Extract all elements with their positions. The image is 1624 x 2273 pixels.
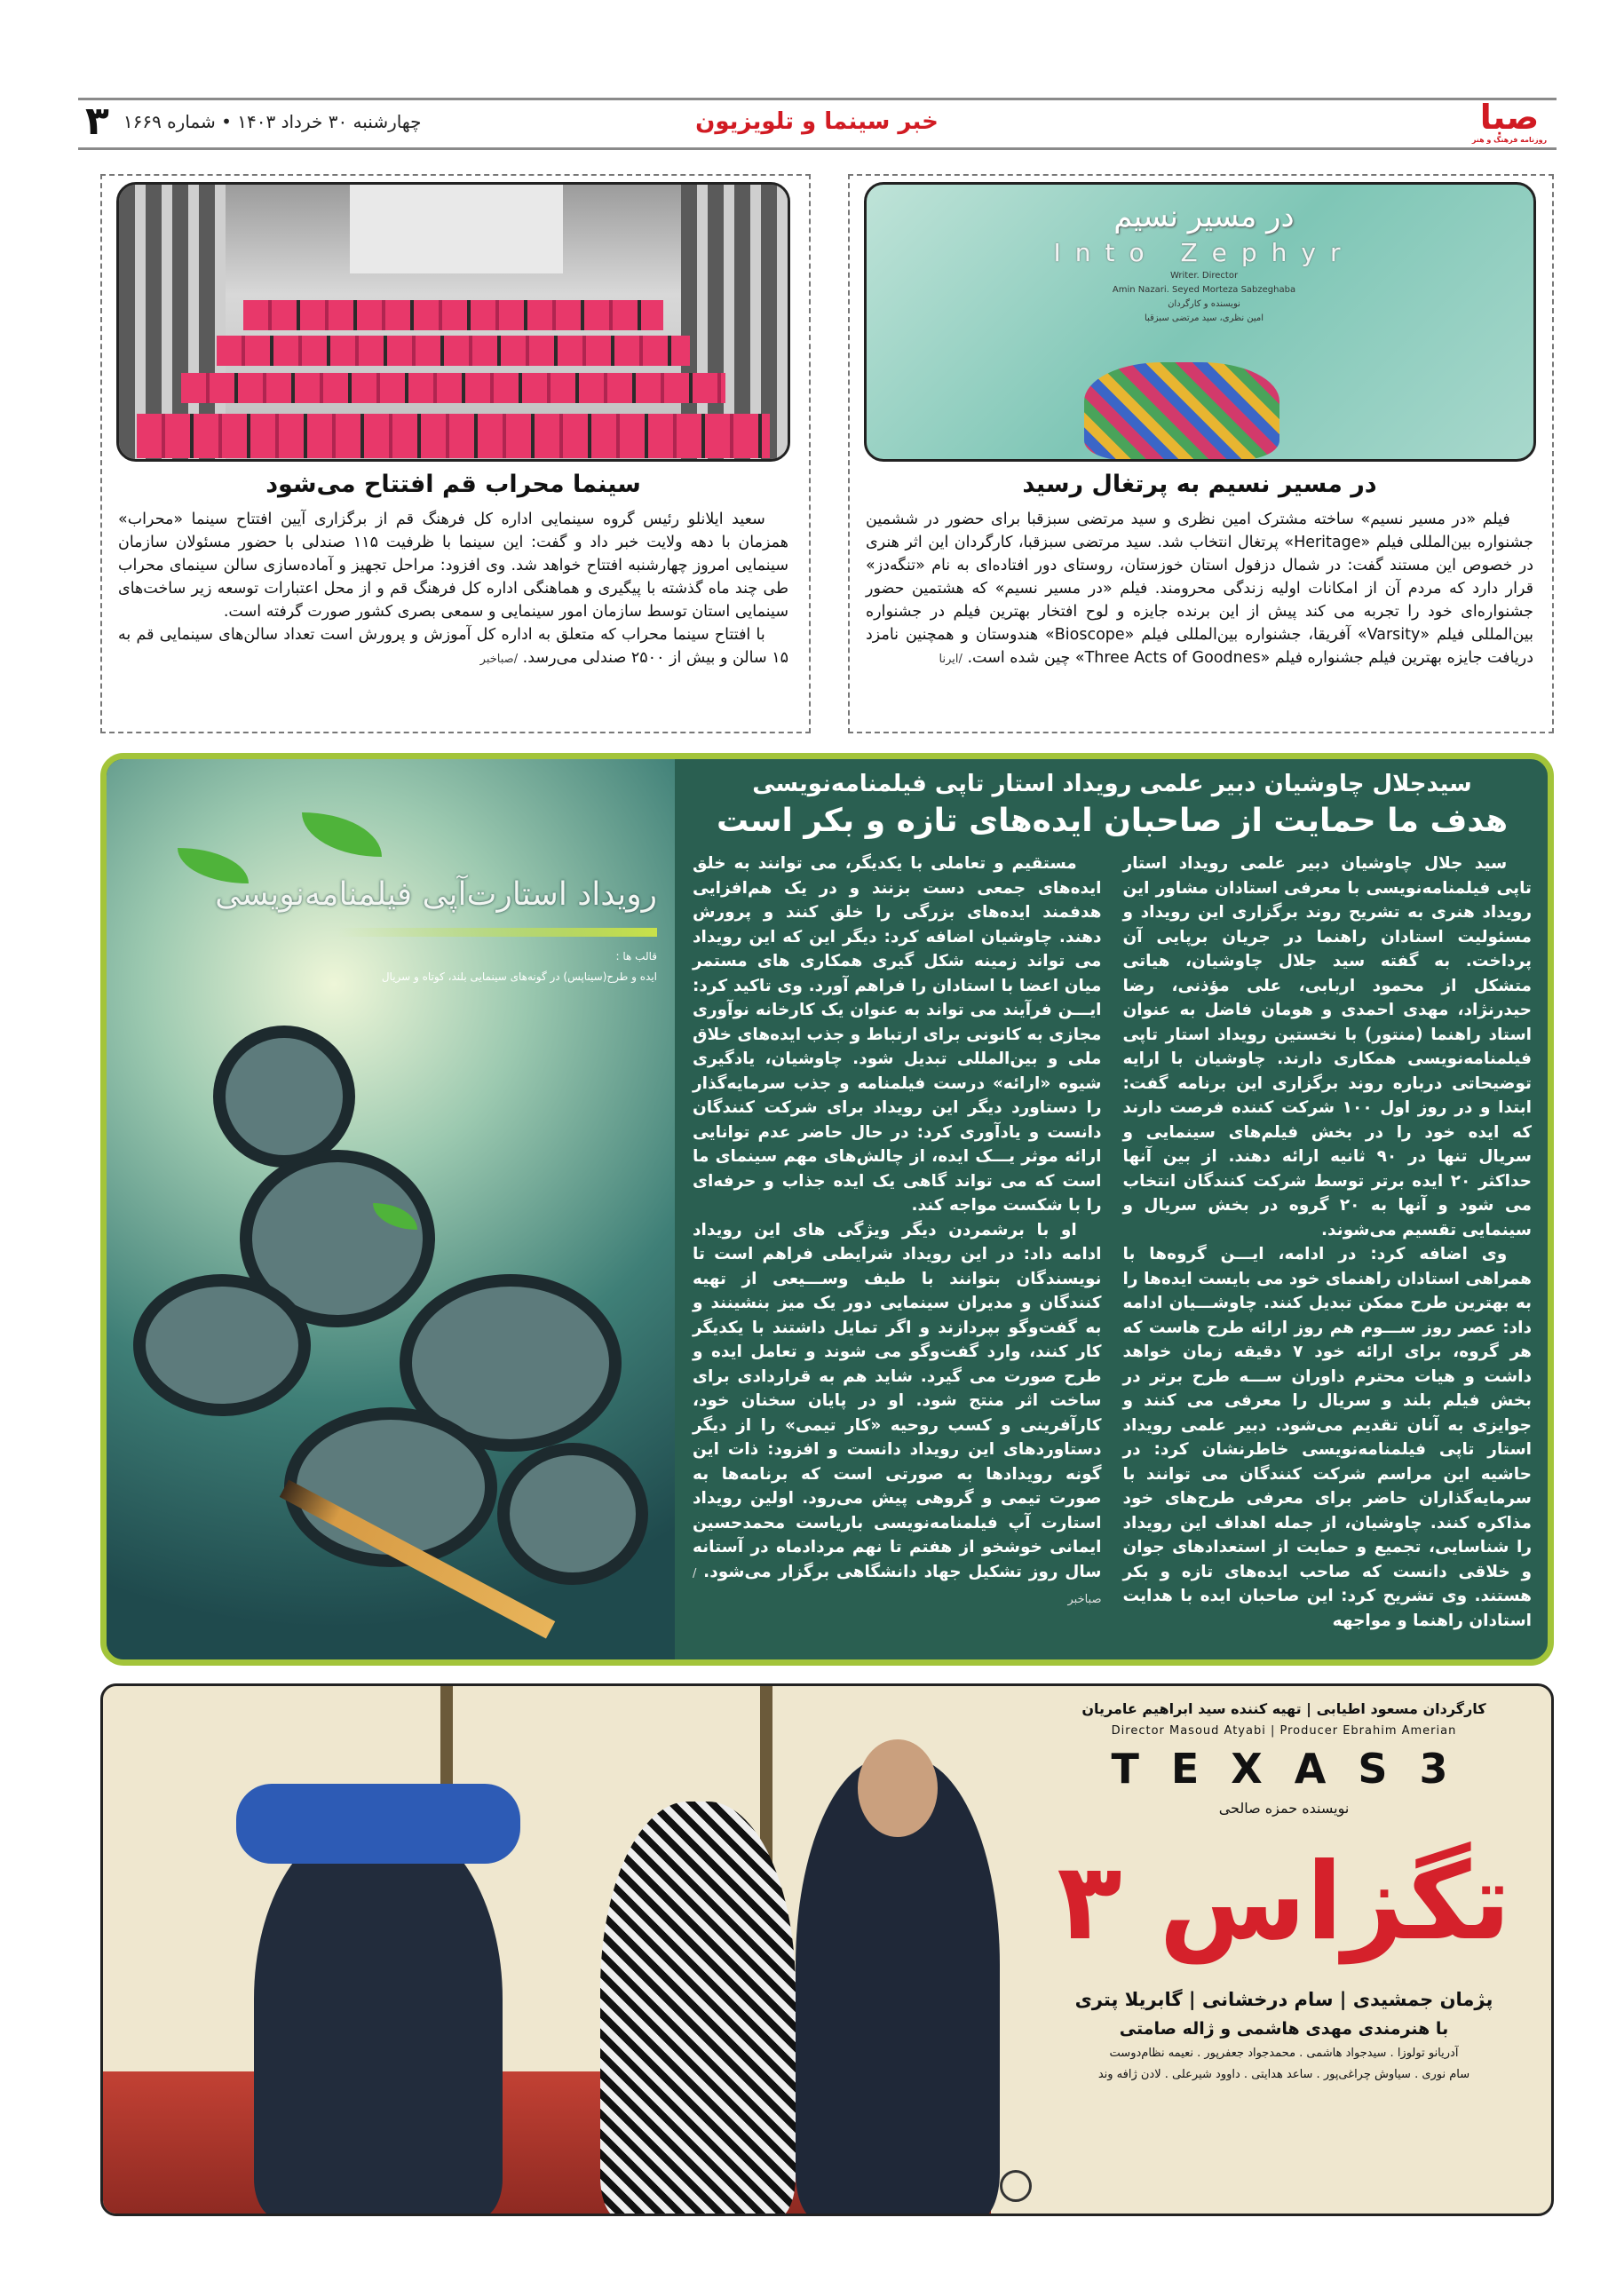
header-bottom-rule <box>78 147 1557 150</box>
ad-text <box>1018 1699 1550 2084</box>
ad-stars: پژمان جمشیدی | سام درخشانی | گابریلا پتری <box>1074 1989 1493 2010</box>
poster-credit: Amin Nazari. Seyed Morteza Sabzeghaba <box>1112 285 1296 295</box>
newspaper-logo: صبا روزنامه فرهنگ و هنر <box>1471 98 1548 144</box>
feature-text <box>693 768 1532 1652</box>
poster-text <box>1044 197 1364 325</box>
page-number: ۳ <box>85 99 109 144</box>
article-body: فیلم «در مسیر نسیم» ساخته مشترک امین نظری و سید مرتضی سبزقبا برای حضور در ششمین جشنواره بین‌المللی فیلم «Heritage» پرتغال انتخاب شد. سید مرتضی سبزقبا، کارگردان این اثر هنری در خصوص این مستند گفت: در شمال دزفول استان خوزستان، روستای دور افتاده‌ای به نام «تنگه‌دز» قرار دارد که مردم آن از امکانات اولیه زندگی محرومند. فیلم «در مسیر نسیم» که هشتمین حضور جشنواره‌ای خود را تجربه می کند پیش از این برنده جایزه و لوح افتخار بهترین فیلم در جشنواره بین‌المللی فیلم «Varsity» آفریقا، جشنواره بین‌المللی فیلم «Bioscope» هندوستان و همچنین نامزد دریافت جایزه بهترین فیلم جشنواره فیلم «Three Acts of Goodnes» چین شده است. /ایرنا <box>866 511 1534 667</box>
article-title: در مسیر نسیم به پرتغال رسید <box>1022 471 1377 498</box>
ad-credits-en: Director Masoud Atyabi | Producer Ebrahim Amerian <box>1111 1724 1457 1738</box>
poster-accent-bar <box>337 928 657 937</box>
texas3-movie-ad <box>100 1683 1554 2216</box>
feature-column-2: مستقیم و تعاملی با یکدیگر، می توانند به خلق ایده‌های جمعی دست بزنند و در یک هم‌افزایی هدفمند ایده‌های بزرگی را خلق کنند و پرورش دهند. چاوشیان اضافه کرد: دیگر این که این رویداد می تواند زمینه شکل گیری همکاری های مستمر میان اعضا با استادان را فراهم آورد. وی تاکید کرد: ایـــن فرآیند می تواند به عنوان یک کارخانه نوآوری مجازی به کانونی برای ارتباط و جذب ایده‌های خلاق ملی و بین‌المللی تبدیل شود. چاوشیان، یادگیری شیوه «ارائه» درست فیلمنامه و جذب سرمایه‌گذار را دستاورد دیگر این رویداد برای شرکت کنندگان دانست و یادآوری کرد: در حال حاضر عدم توانایی ارائه موثر یـــک ایده، از چالش‌های مهم سینمای ما است که می تواند گاهی یک ایده جذاب و حرفه‌ای را با شکست مواجه کند. او با برشمردن دیگر ویژگی های این رویداد ادامه داد: در این رویداد شرایطی فراهم است تا نویسندگان بتوانند با طیف وســـیعی از تهیه کنندگان و مدیران سینمایی دور یک میز بنشینند و به گفت‌وگو بپردازند و اگر تمایل داشتند با یکدیگر کار کنند، وارد گفت‌وگو می شوند و تعامل ایده و طرح صورت می گیرد. شاید هم به قراردادی برای ساخت اثر منتج شود. او در پایان سخنان خود، کارآفرینی و کسب روحیه «کار تیمی» را از دیگر دستاوردهای این رویداد دانست و افزود: ذات این گونه رویدادها به صورتی است که برنامه‌ها به صورت تیمی و گروهی پیش می‌رود. اولین رویداد استارت آپ فیلمنامه‌نویسی باریاست محمدحسین ایمانی خوشخو از هفتم تا نهم مردادماه در آستانه سال روز تشکیل جهاد دانشگاهی برگزار می‌شود. /صباخبر <box>693 854 1102 1606</box>
ad-writer: نویسنده حمزه صالحی <box>1218 1800 1350 1817</box>
article-body: سعید ایلانلو رئیس گروه سینمایی اداره کل فرهنگ قم از برگزاری آیین افتتاح سینما «محراب» همزمان با دهه ولایت خبر داد و گفت: این سینما با ظرفیت ۱۱۵ صندلی با حضور مسئولان سازمان سینمایی امروز چهارشنبه افتتاح خواهد شد. وی افزود: مراحل تجهیز و آماده‌سازی سالن سینمای محراب طی چند ماه گذشته با پیگیری و هماهنگی اداره کل فرهنگ قم و از محل اعتبارات توسعه زیر ساخت‌های سینمایی استان توسط سازمان امور سینمایی و سمعی بصری کشور صورت گرفته است. با افتتاح سینما محراب که متعلق به اداره کل آموزش و پرورش است تعداد سالن‌های سینمایی قم به ۱۵ سالن و بیش از ۲۵۰۰ صندلی می‌رسد. /صباخبر <box>118 511 788 667</box>
film-reel <box>133 1274 311 1416</box>
actor-figure <box>254 1819 503 2216</box>
film-reel <box>213 1026 355 1168</box>
issue-info <box>85 99 421 144</box>
ad-credits-fa: کارگردان مسعود اطیابی | تهیه کننده سید ابراهیم عامریان <box>1081 1700 1486 1717</box>
section-title: خبر سینما و تلویزیون <box>695 108 939 135</box>
donkey-illustration <box>1084 362 1279 460</box>
studio-logo-icon <box>1000 2170 1032 2202</box>
ad-featuring: با هنرمندی مهدی هاشمی و ژاله صامتی <box>1119 2019 1449 2039</box>
ad-cast: سام نوری . سیاوش چراغی‌پور . ساعد هدایتی . داوود شیرعلی . لادن ژافه وند <box>1097 2068 1470 2081</box>
actress-figure <box>600 1802 796 2216</box>
article-mehrab <box>118 469 788 671</box>
feature-columns <box>693 851 1532 1652</box>
seat-row <box>243 300 663 330</box>
poster-title-fa: در مسیر نسیم <box>1113 199 1295 234</box>
screen <box>350 185 563 273</box>
feature-startup-screenwriting <box>100 753 1554 1666</box>
startup-event-poster-image <box>107 759 675 1659</box>
blue-blanket <box>236 1784 520 1864</box>
poster-credit-fa: امین نظری، سید مرتضی سبزقبا <box>1144 313 1264 323</box>
actor-face <box>858 1739 938 1837</box>
seat-row <box>217 336 690 366</box>
palm-tree <box>760 1686 772 1864</box>
feature-column-1: سید جلال چاوشیان دبیر علمی رویداد استار تاپی فیلمنامه‌نویسی با معرفی استادان مشاور این رویداد هنری به تشریح روند برگزاری این رویداد و مسئولیت استادان راهنما در جریان برپایی آن پرداخت. به گفته سید جلال چاوشیان، هیاتی متشکل از محمود اربابی، علی مؤذنی، رضا حیدرنژاد، مهدی احمدی و هومان فاضل به عنوان استاد راهنما (منتور) با نخستین رویداد استار تاپی فیلمنامه‌نویسی همکاری دارند. چاوشیان با ارایه توضیحاتی درباره روند برگزاری این برنامه گفت: ابتدا و در روز اول ۱۰۰ شرکت کننده فرصت دارند که ایده خود را در بخش فیلم‌های سینمایی و سریال تنها در ۹۰ ثانیه ارائه دهند. از بین آنها حداکثر ۲۰ ایده برتر توسط شرکت کنندگان انتخاب می شود و آنها به ۲۰ گروه در بخش سریال و سینمایی تقسیم می‌شوند. وی اضافه کرد: در ادامه، ایـــن گروه‌ها با همراهی استادان راهنمای خود می بایست ایده‌ها را به بهترین طرح ممکن تبدیل کنند. چاوشـــیان ادامه داد: عصر روز ســـوم هم روز ارائه طرح هاست که هر گروه، برای ارائه خود ۷ دقیقه زمان خواهد داشت و هیات محترم داوران ســـه طرح برتر در بخش فیلم بلند و سریال را معرفی می کنند و جوایزی به آنان تقدیم می‌شود. دبیر علمی رویداد استار تاپی فیلمنامه‌نویسی خاطرنشان کرد: در حاشیه این مراسم شرکت کنندگان می توانند با سرمایه‌گذاران حاضر برای معرفی طرح‌های خود مذاکره کنند. چاوشیان، از جمله اهداف این رویداد را شناسایی، تجمیع و حمایت از استعدادهای جوان و خلاقی دانست که صاحب ایده‌های تازه و بکر هستند. وی تشریح کرد: این صاحبان ایده با هدایت استادان راهنما و مواجهه <box>1122 854 1533 1630</box>
poster-text <box>124 875 657 985</box>
poster-credit-role: Writer. Director <box>1169 271 1239 281</box>
leaf <box>302 812 382 857</box>
poster-formats: ایده و طرح(سیناپس) در گونه‌های سینمایی بلند، کوتاه و سریال <box>381 970 657 983</box>
poster-title-en: Into Zephyr <box>1053 238 1355 267</box>
ad-title-en: T E X A S 3 <box>1111 1745 1457 1793</box>
film-reel <box>497 1443 648 1585</box>
seat-row <box>181 373 725 403</box>
article-title: سینما محراب قم افتتاح می‌شود <box>265 471 641 498</box>
issue-date: چهارشنبه ۳۰ خرداد ۱۴۰۳ • شماره ۱۶۶۹ <box>123 111 422 132</box>
ad-cast: آدریانو تولوزا . سیدجواد هاشمی . محمدجواد جعفرپور . نعیمه نظام‌دوست <box>1109 2047 1459 2060</box>
into-zephyr-poster-image <box>864 182 1536 462</box>
ad-title-fa: تگزاس ۳ <box>1057 1841 1511 1964</box>
article-portugal <box>866 469 1533 671</box>
feature-kicker: سیدجلال چاوشیان دبیر علمی رویداد استار تاپی فیلمنامه‌نویسی <box>752 771 1472 797</box>
feature-headline: هدف ما حمایت از صاحبان ایده‌های تازه و بکر است <box>716 803 1509 839</box>
poster-formats-label: قالب ها : <box>615 950 657 962</box>
cinema-hall-image <box>116 182 790 462</box>
seat-row <box>137 414 770 458</box>
poster-credit-role-fa: نویسنده و کارگردان <box>1168 299 1240 309</box>
poster-title: رویداد استارت‌آپی فیلمنامه‌نویسی <box>215 876 657 913</box>
